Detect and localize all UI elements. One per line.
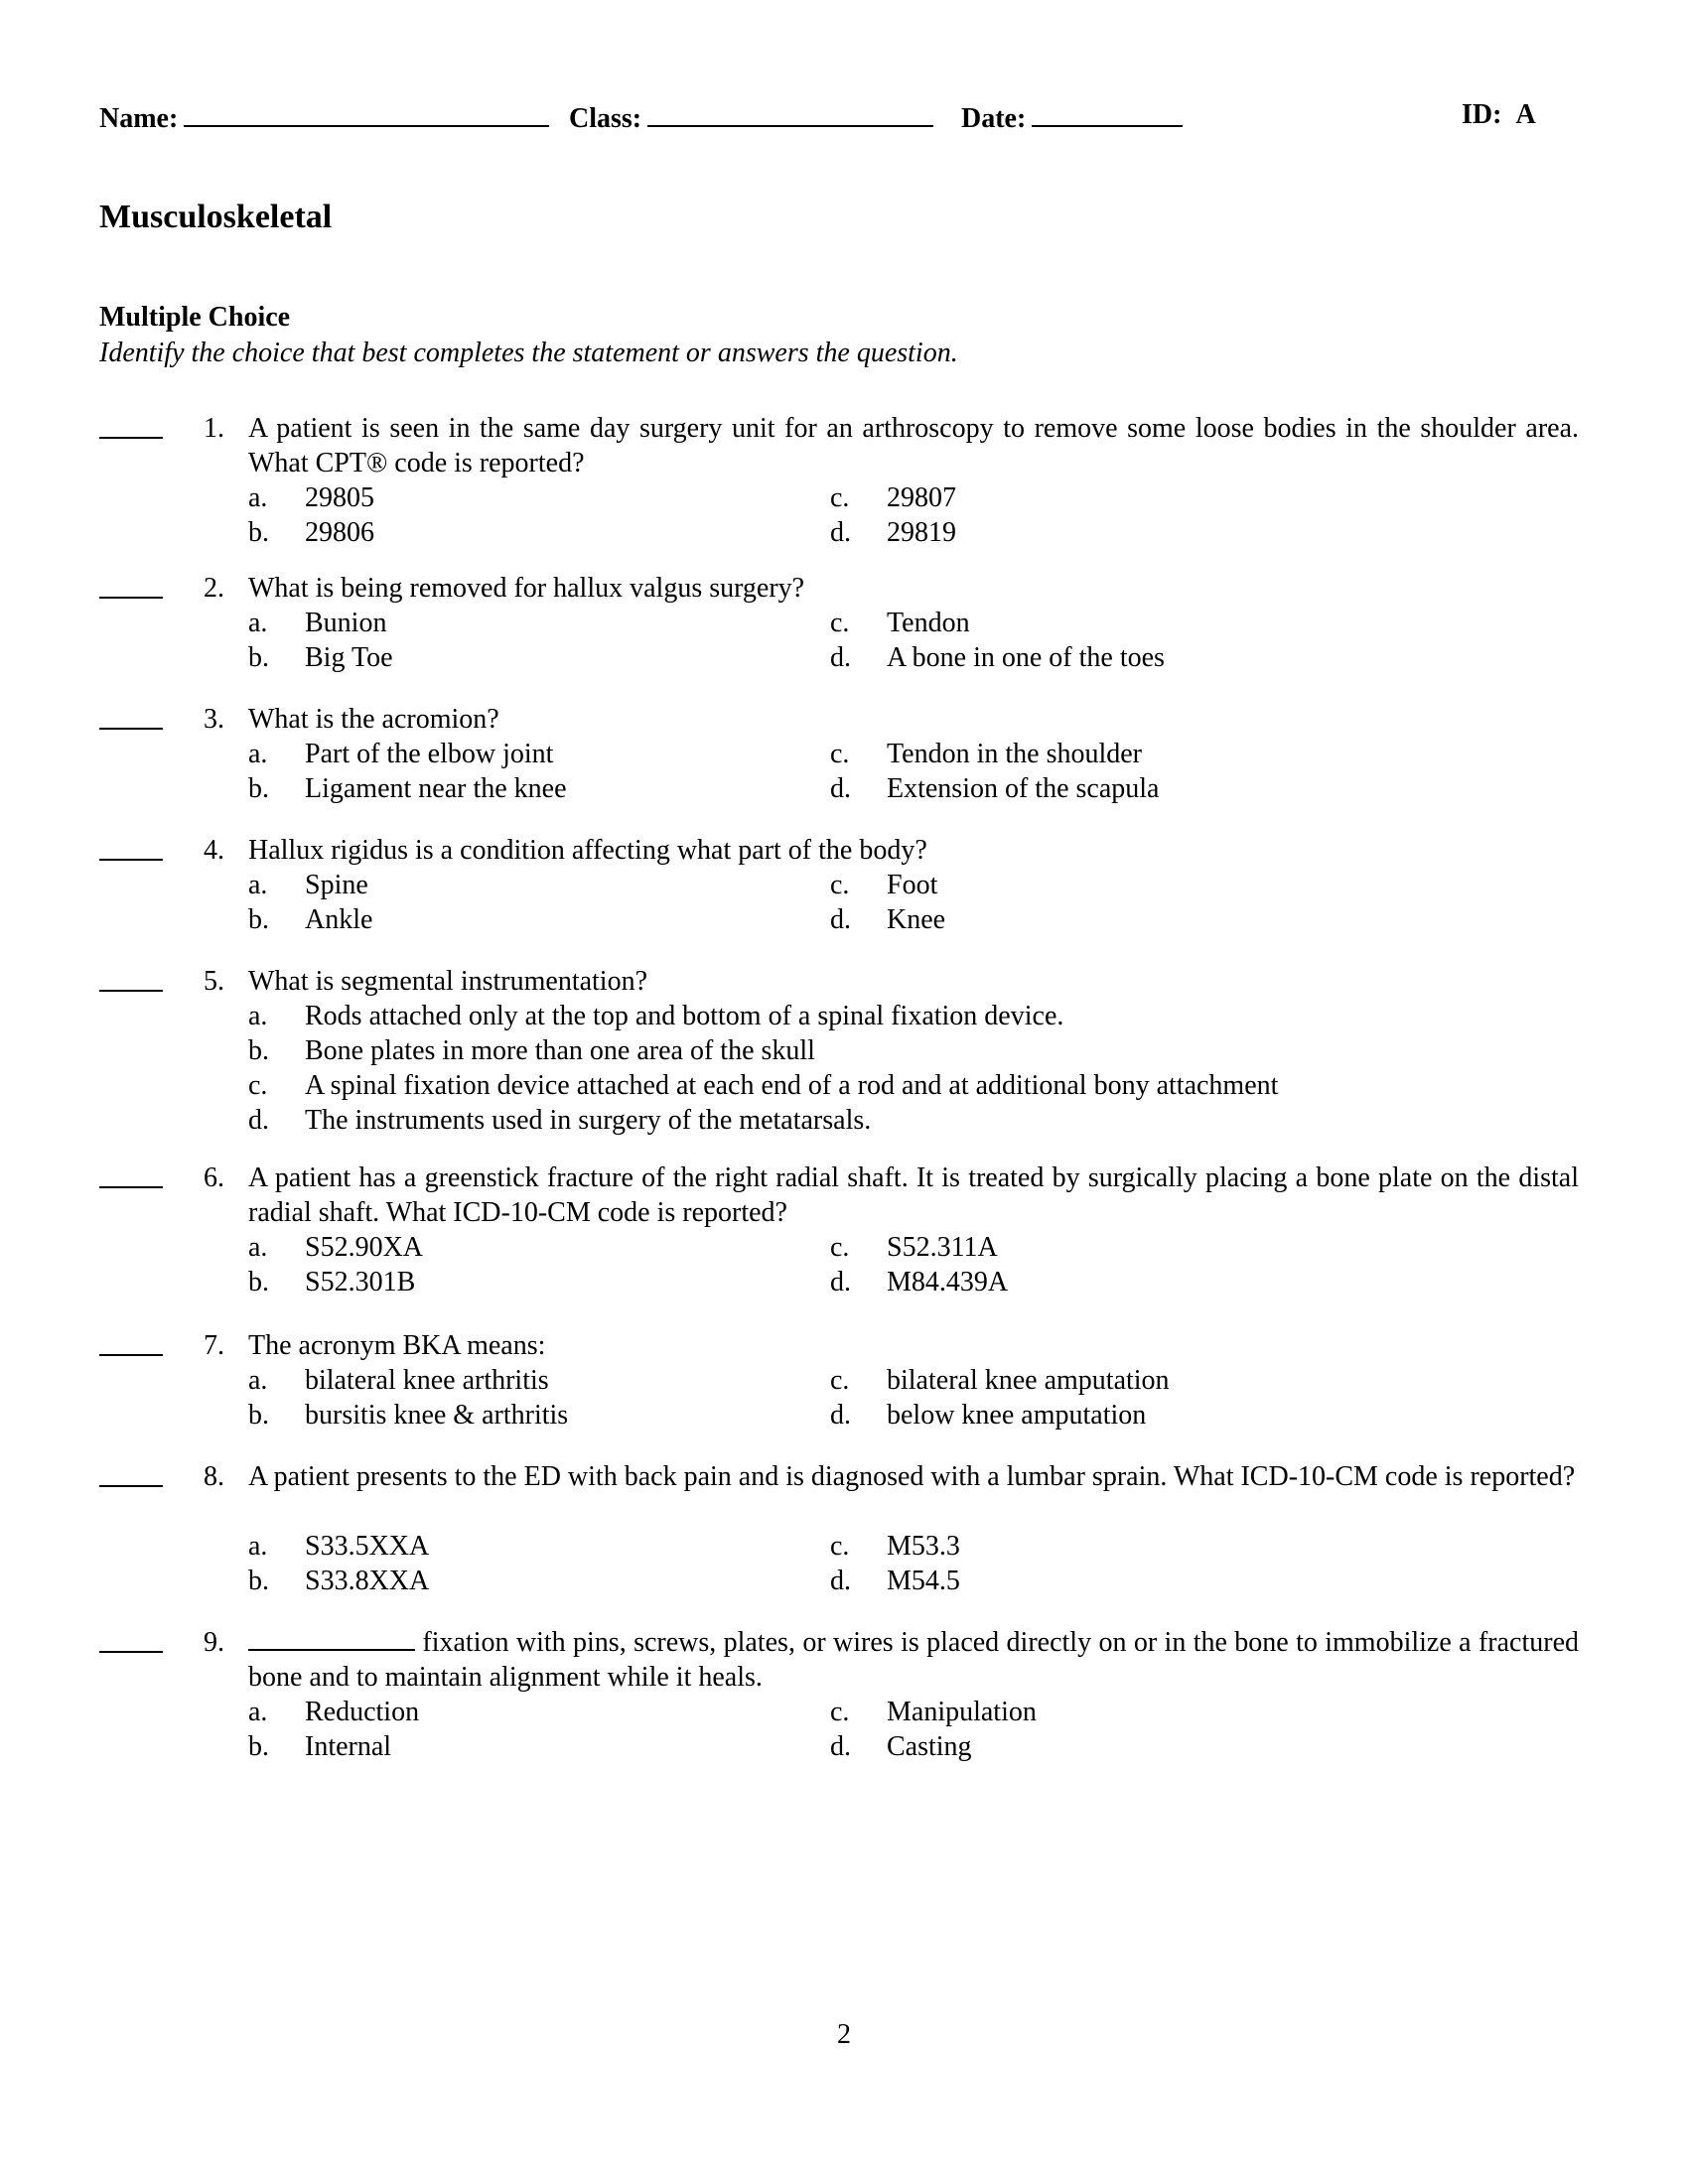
document-title: Musculoskeletal [99, 199, 333, 235]
choice-text: Tendon in the shoulder [887, 739, 1142, 769]
choice-text: 29819 [887, 517, 956, 548]
choice-text: Part of the elbow joint [305, 739, 554, 769]
choice-text: M53.3 [887, 1531, 960, 1562]
choice-letter: b. [248, 642, 269, 673]
header [99, 99, 1539, 139]
answer-blank[interactable] [99, 1332, 163, 1356]
choice-text: S33.8XXA [305, 1566, 430, 1596]
name-field [99, 99, 549, 135]
date-field [961, 99, 1183, 135]
choice-letter: a. [248, 1697, 268, 1727]
choice-letter: a. [248, 1531, 268, 1562]
answer-blank[interactable] [99, 706, 163, 730]
choice-text: Foot [887, 870, 938, 900]
question-text: A patient is seen in the same day surgery unit for an arthroscopy to remove some loose bodies in the shoulder area. What CPT® code is reported? [248, 413, 1579, 478]
choice-text: M54.5 [887, 1566, 960, 1596]
choice-text: 29807 [887, 482, 956, 513]
choice-letter: c. [830, 1531, 850, 1562]
choice-letter: d. [830, 904, 851, 935]
choice-text: S33.5XXA [305, 1531, 430, 1562]
choice-text: Bunion [305, 608, 387, 638]
choice-letter: b. [248, 904, 269, 935]
question-text [248, 1625, 1579, 1695]
choice-text: Extension of the scapula [887, 773, 1160, 804]
question-number: 6. [204, 1162, 224, 1193]
choice-text: Manipulation [887, 1697, 1037, 1727]
choice-letter: c. [248, 1070, 268, 1101]
question-number: 4. [204, 835, 224, 866]
choice-text: Ligament near the knee [305, 773, 567, 804]
question-text: A patient has a greenstick fracture of the right radial shaft. It is treated by surgically placing a bone plate on the distal radial shaft. What ICD-10-CM code is reported? [248, 1162, 1579, 1228]
choice-text: The instruments used in surgery of the metatarsals. [305, 1105, 872, 1136]
choice-text: Internal [305, 1731, 392, 1762]
choice-letter: c. [830, 1365, 850, 1396]
choice-letter: d. [830, 517, 851, 548]
choice-letter: d. [830, 1566, 851, 1596]
fill-in-blank [248, 1627, 415, 1651]
choice-letter: d. [248, 1105, 269, 1136]
choice-text: bilateral knee arthritis [305, 1365, 549, 1396]
page-number: 2 [837, 2019, 851, 2050]
name-line [184, 99, 549, 127]
choice-letter: a. [248, 870, 268, 900]
class-line [647, 99, 933, 127]
choice-letter: b. [248, 1731, 269, 1762]
choice-text: A spinal fixation device attached at each end of a rod and at additional bony attachment [305, 1070, 1279, 1101]
id-label: ID: [1462, 99, 1502, 130]
question-number: 7. [204, 1330, 224, 1361]
answer-blank[interactable] [99, 1164, 163, 1188]
choice-letter: a. [248, 608, 268, 638]
choice-letter: b. [248, 773, 269, 804]
choice-text: Big Toe [305, 642, 393, 673]
question-number: 2. [204, 573, 224, 604]
choice-text: Casting [887, 1731, 972, 1762]
choice-letter: d. [830, 1267, 851, 1297]
choice-text: bilateral knee amputation [887, 1365, 1170, 1396]
choice-text: 29805 [305, 482, 374, 513]
question-number: 5. [204, 966, 224, 997]
question-text: What is the acromion? [248, 704, 499, 735]
choice-letter: b. [248, 1566, 269, 1596]
choice-text: S52.311A [887, 1232, 998, 1263]
date-label: Date: [961, 103, 1027, 134]
choice-text: bursitis knee & arthritis [305, 1400, 569, 1431]
choice-letter: c. [830, 482, 850, 513]
question-text: What is being removed for hallux valgus surgery? [248, 573, 805, 604]
choice-letter: a. [248, 1001, 268, 1031]
choice-letter: b. [248, 1400, 269, 1431]
choice-text: Bone plates in more than one area of the skull [305, 1035, 815, 1066]
choice-letter: b. [248, 1035, 269, 1066]
id-field [1462, 99, 1536, 131]
question-number: 8. [204, 1461, 224, 1492]
class-field [569, 99, 933, 135]
choice-text: Tendon [887, 608, 970, 638]
choice-letter: c. [830, 739, 850, 769]
question-number: 3. [204, 704, 224, 735]
section-header [99, 300, 958, 371]
section-instruction: Identify the choice that best completes the statement or answers the question. [99, 338, 958, 368]
choice-text: Spine [305, 870, 368, 900]
question-number: 1. [204, 413, 224, 444]
choice-letter: c. [830, 870, 850, 900]
answer-blank[interactable] [99, 1629, 163, 1653]
date-line [1032, 99, 1183, 127]
choice-letter: c. [830, 608, 850, 638]
question-text: A patient presents to the ED with back pain and is diagnosed with a lumbar sprain. What ICD-10-CM code is reported? [248, 1461, 1576, 1492]
choice-letter: a. [248, 1365, 268, 1396]
section-title: Multiple Choice [99, 302, 291, 333]
question-text: The acronym BKA means: [248, 1330, 546, 1361]
choice-letter: a. [248, 739, 268, 769]
question-text-remainder: fixation with pins, screws, plates, or wires is placed directly on or in the bone to immobilize a fractured bone and to maintain alignment while it heals. [248, 1627, 1580, 1693]
choice-text: S52.301B [305, 1267, 416, 1297]
choice-letter: b. [248, 517, 269, 548]
class-label: Class: [569, 103, 642, 134]
choice-letter: c. [830, 1232, 850, 1263]
choice-text: A bone in one of the toes [887, 642, 1165, 673]
choice-letter: c. [830, 1697, 850, 1727]
answer-blank[interactable] [99, 837, 163, 861]
answer-blank[interactable] [99, 1463, 163, 1487]
choice-text: below knee amputation [887, 1400, 1147, 1431]
choice-letter: d. [830, 642, 851, 673]
choice-letter: d. [830, 1400, 851, 1431]
question-text: What is segmental instrumentation? [248, 966, 648, 997]
name-label: Name: [99, 103, 179, 134]
choice-letter: a. [248, 482, 268, 513]
choice-letter: a. [248, 1232, 268, 1263]
choice-letter: b. [248, 1267, 269, 1297]
question-number: 9. [204, 1627, 224, 1658]
choice-letter: d. [830, 1731, 851, 1762]
id-value: A [1515, 99, 1536, 130]
choice-text: 29806 [305, 517, 374, 548]
choice-text: Knee [887, 904, 946, 935]
choice-text: S52.90XA [305, 1232, 424, 1263]
choice-text: Ankle [305, 904, 373, 935]
answer-blank[interactable] [99, 575, 163, 599]
answer-blank[interactable] [99, 415, 163, 439]
choice-text: M84.439A [887, 1267, 1009, 1297]
choice-text: Reduction [305, 1697, 420, 1727]
choice-text: Rods attached only at the top and bottom of a spinal fixation device. [305, 1001, 1064, 1031]
choice-letter: d. [830, 773, 851, 804]
answer-blank[interactable] [99, 968, 163, 992]
question-text: Hallux rigidus is a condition affecting what part of the body? [248, 835, 927, 866]
